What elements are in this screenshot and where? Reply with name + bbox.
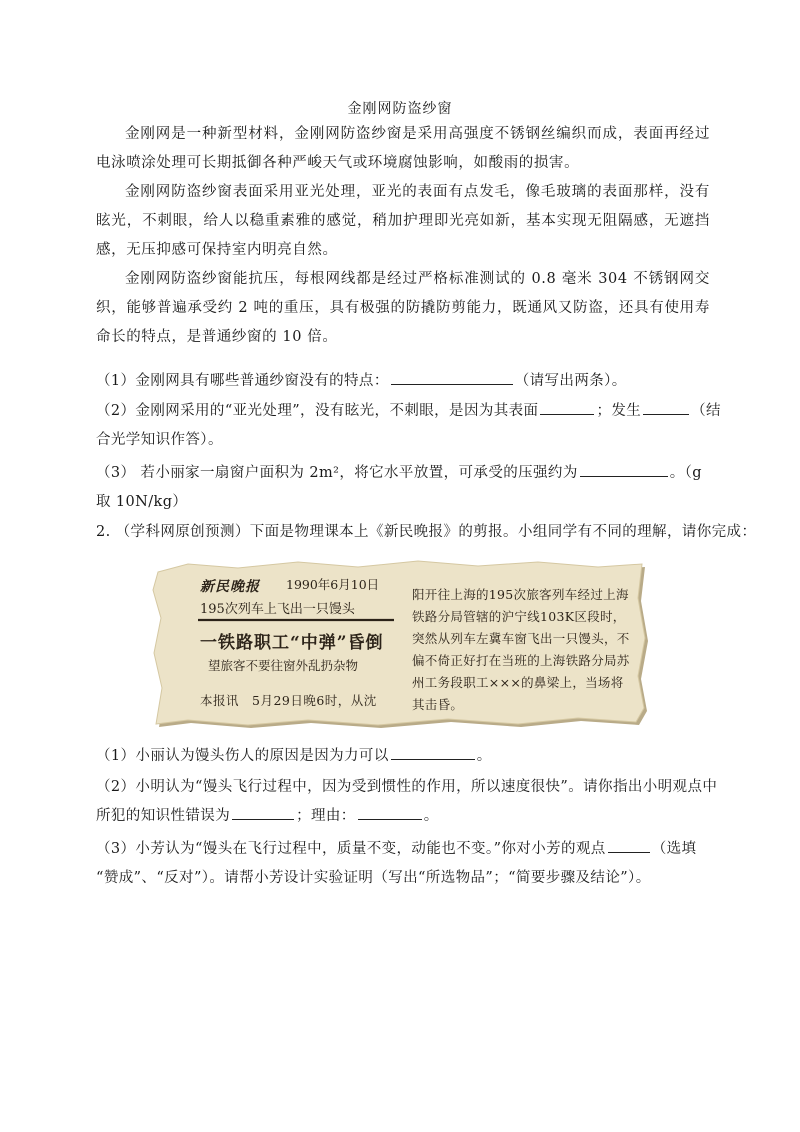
q1-part3: [96, 459, 712, 488]
q1-part3-text: （3） 若小丽家一扇窗户面积为 2m²，将它水平放置，可承受的压强约为: [96, 465, 578, 481]
q1-part1-answer-blank[interactable]: [391, 367, 513, 385]
q2-part2-cont: [96, 802, 712, 831]
q1-part2-answer-blank-1[interactable]: [540, 397, 594, 415]
q2-part2-answer-blank-2[interactable]: [358, 802, 422, 820]
q1-part3-suffix: 。（g: [669, 465, 702, 481]
q2-part2-text: 所犯的知识性错误为: [96, 808, 231, 824]
q1-part1: [96, 367, 712, 396]
q1-part3-answer-blank[interactable]: [580, 459, 668, 477]
q1-part1-text: （1）金刚网具有哪些普通纱窗没有的特点：: [96, 373, 389, 389]
newspaper-subheading: 195次列车上飞出一只馒头: [200, 602, 355, 617]
q1-part2-mid: ；发生: [596, 403, 642, 419]
newspaper-body: 阳开往上海的195次旅客列车经过上海铁路分局管辖的沪宁线103K区段时，突然从列车左冀车窗飞出一只馒头，不偏不倚正好打在当班的上海铁路分局苏州工务段职工×××的鼻梁上，当场将其击昏。: [412, 587, 630, 712]
q1-part2-answer-blank-2[interactable]: [643, 397, 689, 415]
newspaper-date: 1990年6月10日: [286, 577, 380, 592]
page-title: 金刚网防盗纱窗: [347, 101, 453, 117]
q2-part1-answer-blank[interactable]: [391, 742, 475, 760]
newspaper-byline: 本报讯 5月29日晚6时，从沈: [200, 693, 377, 708]
q2-part1-suffix: 。: [476, 748, 492, 764]
newspaper-clipping: [148, 558, 648, 728]
q2-part2-answer-blank-1[interactable]: [232, 802, 294, 820]
q2-part3-suffix: （选填: [651, 841, 697, 857]
newspaper-deck: 望旅客不要往窗外乱扔杂物: [208, 658, 359, 673]
q2-part3-answer-blank[interactable]: [608, 835, 650, 853]
q2-part2-mid: ；理由：: [296, 808, 356, 824]
q2-part2-suffix: 。: [423, 808, 439, 824]
paragraph-1: 金刚网是一种新型材料，金刚网防盗纱窗是采用高强度不锈钢丝编织而成，表面再经过电泳喷涂处理可长期抵御各种严峻天气或环境腐蚀影响，如酸雨的损害。: [96, 126, 710, 171]
newspaper-name: 新民晚报: [200, 579, 260, 595]
q2-part3-text: （3）小芳认为“馒头在飞行过程中，质量不变，动能也不变。”你对小芳的观点: [96, 841, 606, 857]
q2-part1-text: （1）小丽认为馒头伤人的原因是因为力可以: [96, 748, 389, 764]
q1-part2: [96, 397, 721, 426]
q2-part3-cont: “赞成”、“反对”）。请帮小芳设计实验证明（写出“所选物品”；“简要步骤及结论”）。: [96, 870, 651, 886]
q1-part2-cont: 合光学知识作答）。: [96, 432, 223, 448]
q1-part2-suffix: （结: [691, 403, 721, 419]
q2-part2: （2）小明认为“馒头飞行过程中，因为受到惯性的作用，所以速度很快”。请你指出小明观点中: [96, 779, 718, 795]
newspaper-headline: 一铁路职工“中弹”昏倒: [200, 633, 384, 653]
q1-part3-cont: 取 10N/kg）: [96, 494, 188, 510]
q1-part2-text: （2）金刚网采用的“亚光处理”，没有眩光，不刺眼，是因为其表面: [96, 403, 539, 419]
paragraph-3: 金刚网防盗纱窗能抗压，每根网线都是经过严格标准测试的 0.8 毫米 304 不锈钢网交织，能够普遍承受约 2 吨的重压，具有极强的防撬防剪能力，既通风又防盗，还具有使用寿命长的特点，是普通纱窗的 10 倍。: [96, 271, 710, 345]
q2-intro: 2. （学科网原创预测）下面是物理课本上《新民晚报》的剪报。小组同学有不同的理解，请你完成：: [96, 524, 757, 540]
q2-part1: [96, 742, 712, 771]
q1-part1-suffix: （请写出两条）。: [514, 373, 627, 389]
paragraph-2: 金刚网防盗纱窗表面采用亚光处理，亚光的表面有点发毛，像毛玻璃的表面那样，没有眩光，不刺眼，给人以稳重素雅的感觉，稍加护理即光亮如新，基本实现无阻隔感，无遮挡感，无压抑感可保持室内明亮自然。: [96, 184, 710, 258]
q2-part3: [96, 835, 712, 864]
